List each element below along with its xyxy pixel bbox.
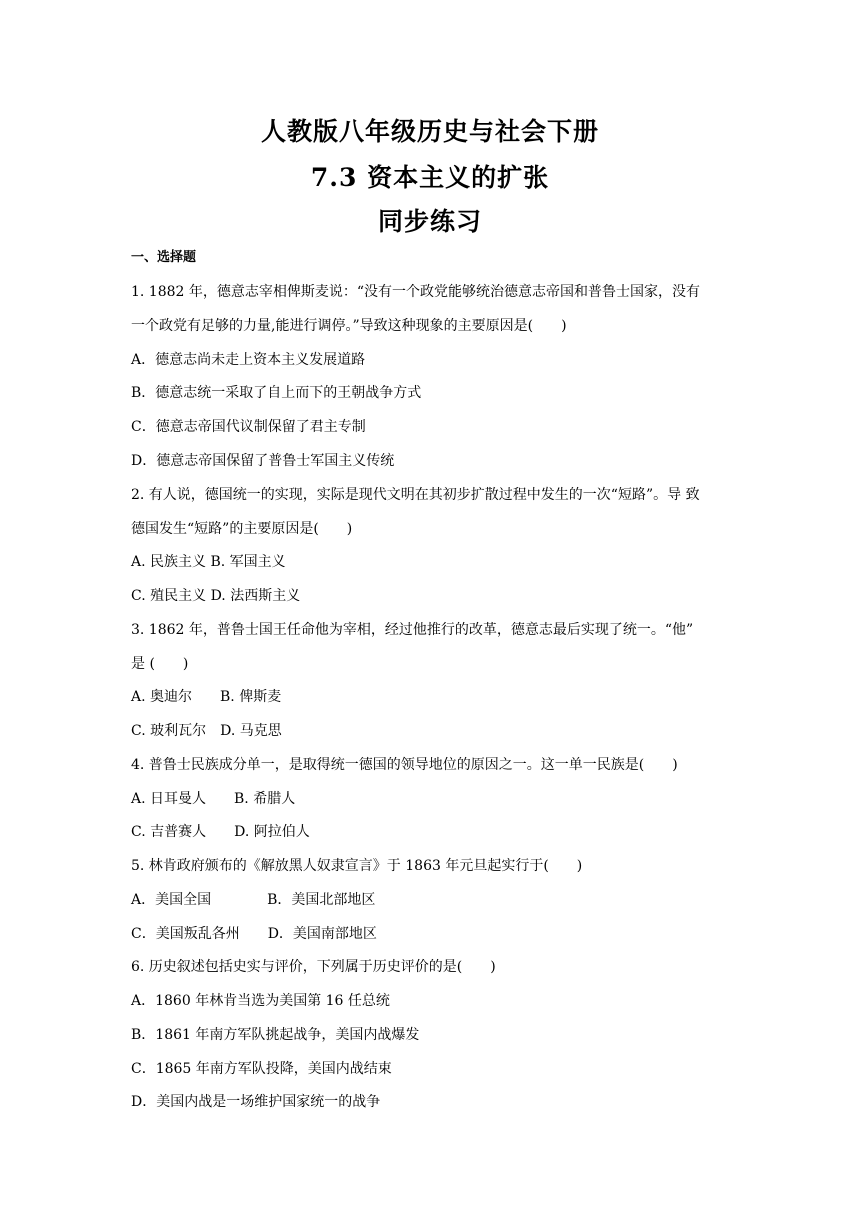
- question-5-options-cd: C．美国叛乱各州 D．美国南部地区: [131, 926, 377, 942]
- question-4-text: 4. 普鲁士民族成分单一，是取得统一德国的领导地位的原因之一。这一单一民族是( ): [131, 757, 678, 773]
- document-subtitle: 同步练习: [377, 207, 482, 236]
- question-3-options-cd: C. 玻利瓦尔 D. 马克思: [131, 723, 282, 739]
- question-1-option-b: B．德意志统一采取了自上而下的王朝战争方式: [131, 385, 422, 401]
- document-title: 人教版八年级历史与社会下册: [260, 117, 599, 146]
- question-6-option-c: C．1865 年南方军队投降，美国内战结束: [131, 1061, 392, 1077]
- question-6-option-d: D．美国内战是一场维护国家统一的战争: [131, 1094, 381, 1110]
- question-6-option-b: B．1861 年南方军队挑起战争，美国内战爆发: [131, 1027, 420, 1043]
- question-5-text: 5. 林肯政府颁布的《解放黑人奴隶宣言》于 1863 年元旦起实行于( ): [131, 858, 583, 874]
- question-1-option-a: A．德意志尚未走上资本主义发展道路: [131, 352, 366, 368]
- section-heading: 一、选择题: [131, 250, 197, 265]
- lesson-title: 7.3 资本主义的扩张: [310, 163, 550, 192]
- question-1-text: 1. 1882 年，德意志宰相俾斯麦说：“没有一个政党能够统治德意志帝国和普鲁士国家，没有: [131, 284, 701, 300]
- question-1-option-d: D．德意志帝国保留了普鲁士军国主义传统: [131, 453, 395, 469]
- question-3-text: 3. 1862 年，普鲁士国王任命他为宰相，经过他推行的改革，德意志最后实现了统一。“他”: [131, 622, 694, 638]
- question-1-option-c: C．德意志帝国代议制保留了君主专制: [131, 419, 366, 435]
- question-6-text: 6. 历史叙述包括史实与评价，下列属于历史评价的是( ): [131, 959, 496, 975]
- question-2-options-cd: C. 殖民主义 D. 法西斯主义: [131, 588, 301, 604]
- question-1-text-cont: 一个政党有足够的力量,能进行调停。”导致这种现象的主要原因是( ): [131, 318, 567, 334]
- question-3-options-ab: A. 奥迪尔 B. 俾斯麦: [131, 689, 282, 705]
- question-3-text-cont: 是 ( ): [131, 656, 189, 672]
- question-6-option-a: A．1860 年林肯当选为美国第 16 任总统: [131, 993, 390, 1009]
- question-2-text-cont: 德国发生“短路”的主要原因是( ): [131, 521, 353, 537]
- question-4-options-ab: A. 日耳曼人 B. 希腊人: [131, 791, 296, 807]
- question-4-options-cd: C. 吉普赛人 D. 阿拉伯人: [131, 824, 310, 840]
- question-5-options-ab: A．美国全国 B．美国北部地区: [131, 892, 376, 908]
- question-2-text: 2. 有人说，德国统一的实现，实际是现代文明在其初步扩散过程中发生的一次“短路”。导 致: [131, 487, 700, 503]
- question-2-options-ab: A. 民族主义 B. 军国主义: [131, 554, 286, 570]
